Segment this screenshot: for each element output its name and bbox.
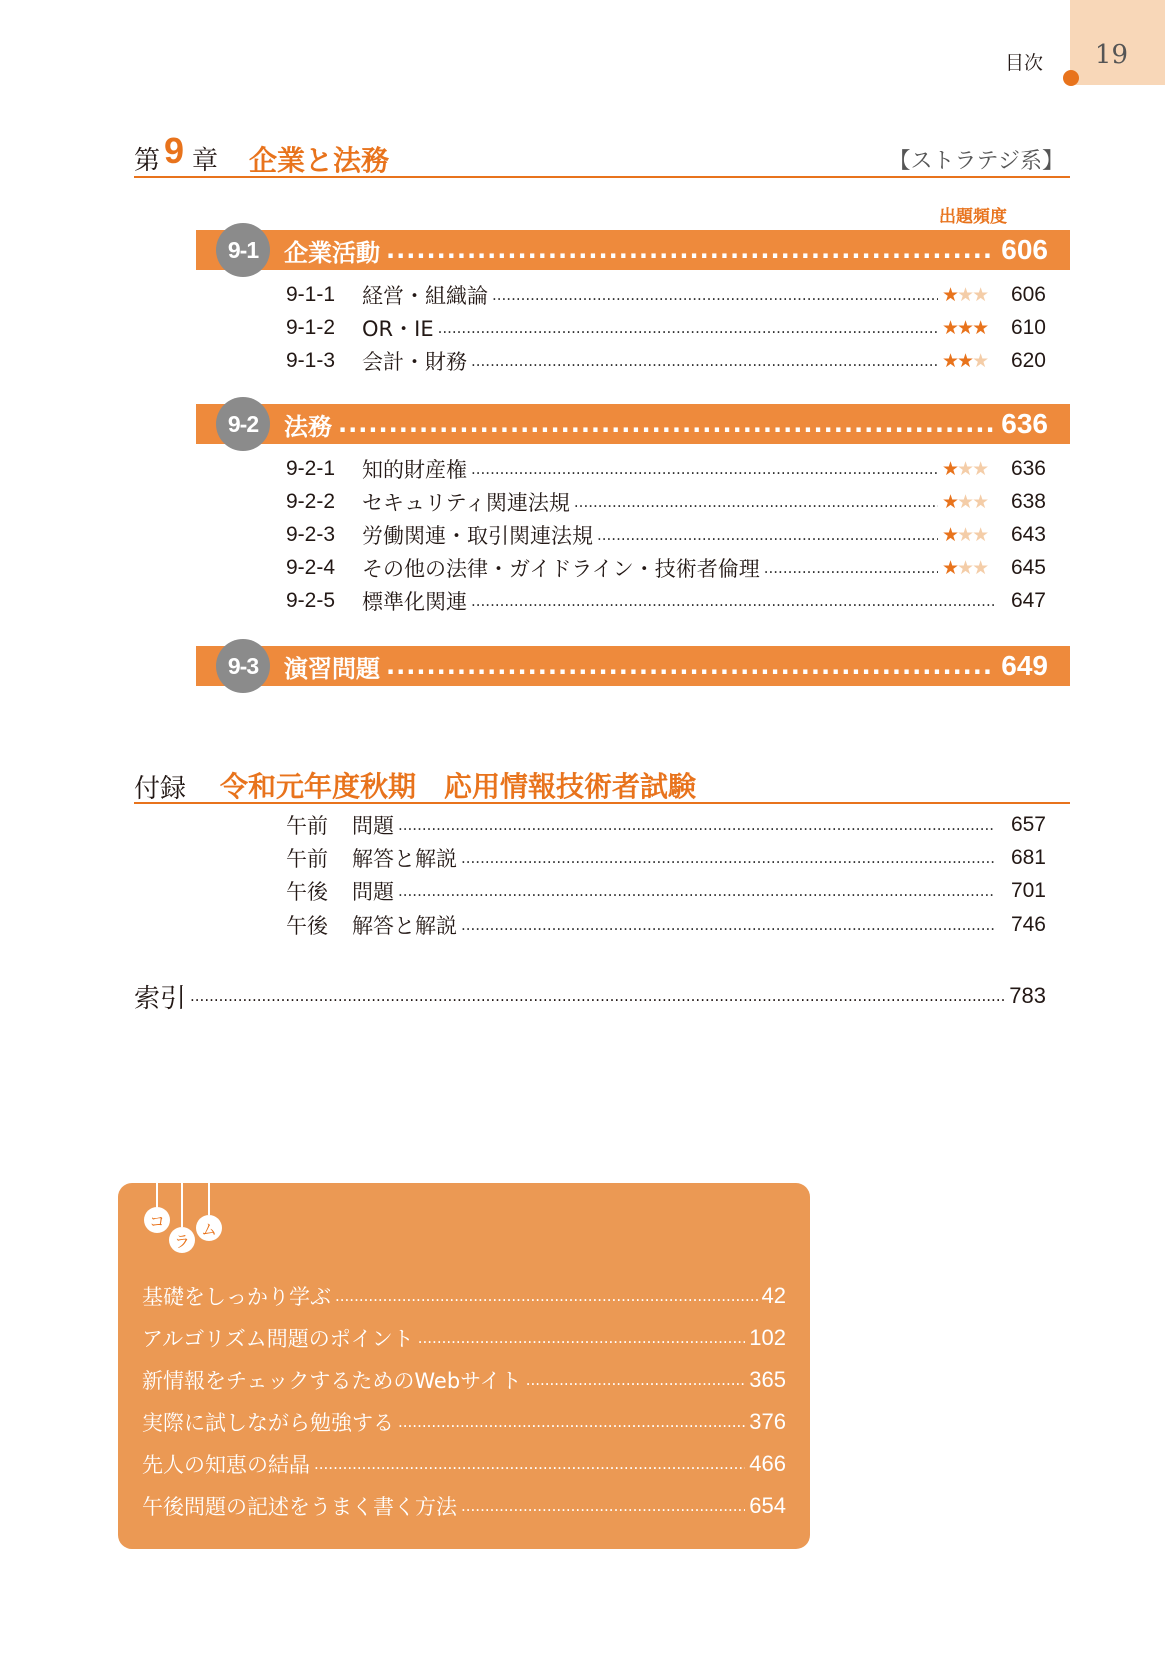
section-bar-9-3[interactable] (196, 646, 1070, 686)
column-entry-title: 午後問題の記述をうまく書く方法 (142, 1495, 457, 1519)
column-entry[interactable] (142, 1279, 786, 1313)
section-bar-9-1[interactable] (196, 230, 1070, 270)
column-entry[interactable] (142, 1405, 786, 1439)
entry-title: 経営・組織論 (362, 284, 488, 308)
leader-dots (526, 1371, 746, 1389)
star-empty-icon: ★ (957, 491, 973, 513)
entry-title: 知的財産権 (362, 458, 467, 482)
star-filled-icon: ★ (972, 317, 988, 339)
column-entry-title: アルゴリズム問題のポイント (142, 1327, 414, 1351)
column-heading-char: ム (196, 1215, 222, 1241)
entry-page: 638 (1010, 490, 1046, 513)
star-filled-icon: ★ (957, 350, 973, 372)
star-filled-icon: ★ (942, 284, 958, 306)
appendix-entry[interactable] (286, 843, 1046, 873)
appendix-entry[interactable] (286, 910, 1046, 940)
chapter-category: 【ストラテジ系】 (888, 149, 1064, 174)
column-entry[interactable] (142, 1489, 786, 1523)
leader-dots (461, 1497, 745, 1515)
leader-dots (471, 352, 938, 370)
star-filled-icon: ★ (957, 317, 973, 339)
appendix-heading (134, 762, 1070, 804)
leader-dots (314, 1455, 745, 1473)
star-filled-icon: ★ (942, 491, 958, 513)
section-title: 法務 (284, 412, 332, 441)
entry-page: 645 (1010, 556, 1046, 579)
entry-number: 9-2-1 (286, 457, 336, 480)
section-title: 企業活動 (284, 238, 380, 267)
appendix-part: 午後 (286, 880, 328, 904)
entry-title: セキュリティ関連法規 (362, 491, 570, 515)
appendix-entry-title: 解答と解説 (352, 847, 457, 871)
leader-dots (461, 916, 994, 934)
column-heading-char: コ (144, 1207, 170, 1233)
chapter-suffix: 章 (192, 146, 219, 176)
chapter-title: 企業と法務 (249, 144, 390, 177)
appendix-part: 午後 (286, 914, 328, 938)
leader-dots (386, 238, 995, 262)
column-entry-page: 654 (749, 1493, 786, 1518)
entry-number: 9-2-3 (286, 523, 336, 546)
column-entry-title: 基礎をしっかり学ぶ (142, 1285, 331, 1309)
leader-dots (764, 559, 938, 577)
column-entry-page: 102 (749, 1325, 786, 1350)
leader-dots (338, 412, 995, 436)
section-badge: 9-3 (216, 639, 270, 693)
frequency-stars (942, 524, 998, 546)
column-heading-char: ラ (169, 1227, 195, 1253)
toc-entry[interactable] (286, 520, 1046, 550)
entry-page: 647 (1010, 589, 1046, 612)
section-page: 636 (1001, 408, 1048, 439)
star-filled-icon: ★ (942, 458, 958, 480)
entry-page: 620 (1010, 349, 1046, 372)
entry-page: 681 (1010, 846, 1046, 869)
leader-dots (398, 816, 994, 834)
star-filled-icon: ★ (942, 317, 958, 339)
column-entry-page: 365 (749, 1367, 786, 1392)
section-title: 演習問題 (284, 654, 380, 683)
column-entry[interactable] (142, 1321, 786, 1355)
toc-entry[interactable] (286, 454, 1046, 484)
star-empty-icon: ★ (957, 284, 973, 306)
section-page: 649 (1001, 650, 1048, 681)
leader-dots (492, 286, 938, 304)
column-entry-title: 先人の知恵の結晶 (142, 1453, 310, 1477)
frequency-stars (942, 350, 998, 372)
frequency-label: 出題頻度 (939, 207, 1007, 227)
appendix-part: 午前 (286, 814, 328, 838)
entry-title: 会計・財務 (362, 350, 467, 374)
appendix-entry-title: 問題 (352, 814, 394, 838)
appendix-entry-title: 解答と解説 (352, 914, 457, 938)
column-entry[interactable] (142, 1447, 786, 1481)
entry-page: 701 (1010, 879, 1046, 902)
entry-number: 9-1-3 (286, 349, 336, 372)
section-page: 606 (1001, 234, 1048, 265)
section-badge: 9-1 (216, 223, 270, 277)
column-entry-title: 実際に試しながら勉強する (142, 1411, 394, 1435)
leader-dots (190, 987, 1005, 1005)
hanger-line (208, 1183, 210, 1215)
index-entry[interactable] (134, 978, 1046, 1014)
appendix-entry[interactable] (286, 810, 1046, 840)
appendix-prefix: 付録 (134, 774, 187, 804)
leader-dots (471, 592, 994, 610)
star-empty-icon: ★ (972, 524, 988, 546)
star-empty-icon: ★ (972, 350, 988, 372)
star-filled-icon: ★ (942, 524, 958, 546)
entry-title: 標準化関連 (362, 590, 467, 614)
column-entry-page: 466 (749, 1451, 786, 1476)
frequency-stars (942, 317, 998, 339)
index-label: 索引 (134, 983, 187, 1014)
star-empty-icon: ★ (972, 557, 988, 579)
leader-dots (418, 1329, 746, 1347)
entry-number: 9-2-4 (286, 556, 336, 579)
hanger-line (181, 1183, 183, 1227)
appendix-title: 令和元年度秋期 応用情報技術者試験 (220, 770, 697, 803)
appendix-part: 午前 (286, 847, 328, 871)
star-empty-icon: ★ (957, 524, 973, 546)
star-empty-icon: ★ (957, 458, 973, 480)
leader-dots (597, 526, 938, 544)
leader-dots (574, 493, 938, 511)
toc-entry[interactable] (286, 553, 1046, 583)
toc-entry[interactable] (286, 586, 1046, 616)
chapter-heading (134, 130, 1070, 178)
star-filled-icon: ★ (942, 350, 958, 372)
entry-title: 労働関連・取引関連法規 (362, 524, 593, 548)
page-dot (1063, 70, 1079, 86)
star-empty-icon: ★ (957, 557, 973, 579)
leader-dots (471, 460, 938, 478)
star-filled-icon: ★ (942, 557, 958, 579)
index-page: 783 (1009, 983, 1046, 1008)
toc-entry[interactable] (286, 346, 1046, 376)
entry-number: 9-1-2 (286, 316, 336, 339)
frequency-stars (942, 284, 998, 306)
frequency-stars (942, 557, 998, 579)
leader-dots (398, 1413, 745, 1431)
leader-dots (398, 882, 994, 900)
column-entry-page: 42 (761, 1283, 786, 1308)
column-entry[interactable] (142, 1363, 786, 1397)
entry-title: OR・IE (362, 317, 434, 341)
toc-entry[interactable] (286, 280, 1046, 310)
entry-page: 636 (1010, 457, 1046, 480)
chapter-prefix: 第 (134, 146, 161, 176)
entry-page: 657 (1010, 813, 1046, 836)
frequency-stars (942, 491, 998, 513)
star-empty-icon: ★ (972, 491, 988, 513)
entry-number: 9-1-1 (286, 283, 336, 306)
frequency-stars (942, 458, 998, 480)
section-badge: 9-2 (216, 397, 270, 451)
hanger-line (156, 1183, 158, 1209)
entry-page: 606 (1010, 283, 1046, 306)
leader-dots (438, 319, 938, 337)
toc-entry[interactable] (286, 313, 1046, 343)
column-entry-title: 新情報をチェックするためのWebサイト (142, 1369, 522, 1393)
column-entry-page: 376 (749, 1409, 786, 1434)
toc-entry[interactable] (286, 487, 1046, 517)
page-number: 19 (1094, 40, 1128, 70)
leader-dots (386, 654, 995, 678)
section-bar-9-2[interactable] (196, 404, 1070, 444)
leader-dots (461, 849, 994, 867)
entry-page: 746 (1010, 913, 1046, 936)
entry-title: その他の法律・ガイドライン・技術者倫理 (362, 557, 760, 581)
entry-page: 643 (1010, 523, 1046, 546)
entry-number: 9-2-5 (286, 589, 336, 612)
entry-number: 9-2-2 (286, 490, 336, 513)
header-label: 目次 (1004, 52, 1043, 74)
leader-dots (335, 1287, 758, 1305)
appendix-entry[interactable] (286, 876, 1046, 906)
chapter-number: 9 (164, 130, 185, 171)
star-empty-icon: ★ (972, 458, 988, 480)
entry-page: 610 (1010, 316, 1046, 339)
appendix-entry-title: 問題 (352, 880, 394, 904)
column-box (118, 1183, 810, 1549)
star-empty-icon: ★ (972, 284, 988, 306)
